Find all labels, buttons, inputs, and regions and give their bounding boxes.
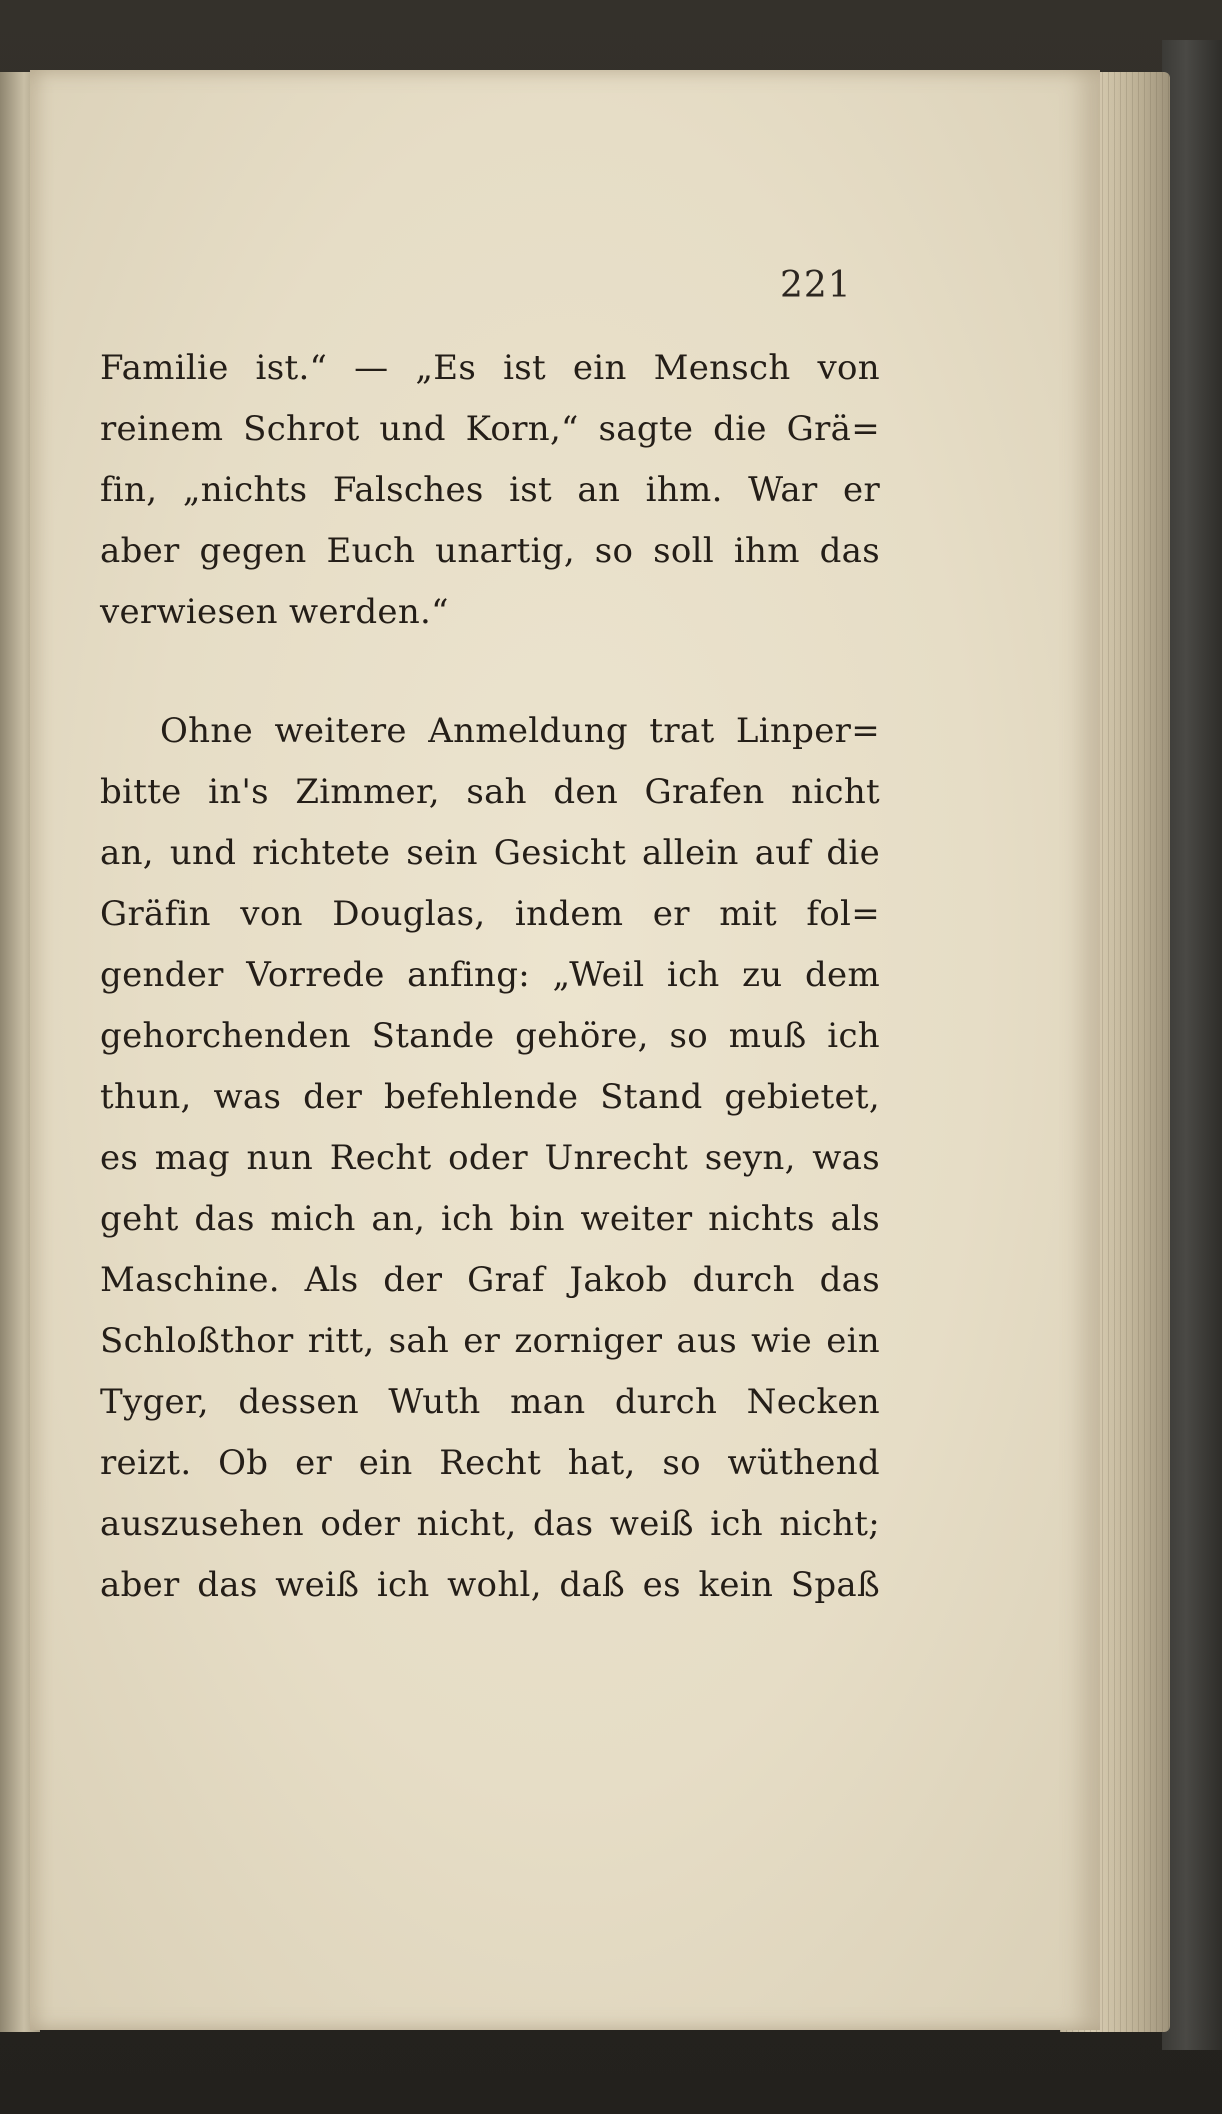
text-line: reizt. Ob er ein Recht hat, so wüthend — [100, 1443, 880, 1483]
paragraph-gap — [100, 643, 880, 701]
text-line: bitte in's Zimmer, sah den Grafen nicht — [100, 772, 880, 812]
text-line: Maschine. Als der Graf Jakob durch das — [100, 1260, 880, 1300]
page-number: 221 — [780, 265, 852, 306]
text-line: Tyger, dessen Wuth man durch Necken — [100, 1382, 880, 1422]
cover-edge — [1162, 40, 1222, 2050]
paragraph — [100, 338, 880, 643]
text-line: es mag nun Recht oder Unrecht seyn, was — [100, 1138, 880, 1178]
text-block — [100, 338, 880, 1616]
text-line: aber gegen Euch unartig, so soll ihm das — [100, 531, 880, 571]
text-line: aber das weiß ich wohl, daß es kein Spaß — [100, 1565, 880, 1605]
text-line: verwiesen werden.“ — [100, 592, 449, 632]
text-line: Ohne weitere Anmeldung trat Linper= — [160, 711, 880, 751]
text-line: thun, was der befehlende Stand gebietet, — [100, 1077, 880, 1117]
text-line: gender Vorrede anfing: „Weil ich zu dem — [100, 955, 880, 995]
text-line: Familie ist.“ — „Es ist ein Mensch von — [100, 348, 880, 388]
text-line: an, und richtete sein Gesicht allein auf die — [100, 833, 880, 873]
text-line: geht das mich an, ich bin weiter nichts als — [100, 1199, 880, 1239]
text-line: auszusehen oder nicht, das weiß ich nicht; — [100, 1504, 880, 1544]
text-line: Gräfin von Douglas, indem er mit fol= — [100, 894, 880, 934]
text-line: Schloßthor ritt, sah er zorniger aus wie ein — [100, 1321, 880, 1361]
text-line: fin, „nichts Falsches ist an ihm. War er — [100, 470, 880, 510]
text-line: gehorchenden Stande gehöre, so muß ich — [100, 1016, 880, 1056]
paragraph — [100, 701, 880, 1616]
text-line: reinem Schrot und Korn,“ sagte die Grä= — [100, 409, 880, 449]
book-page — [30, 70, 1100, 2030]
